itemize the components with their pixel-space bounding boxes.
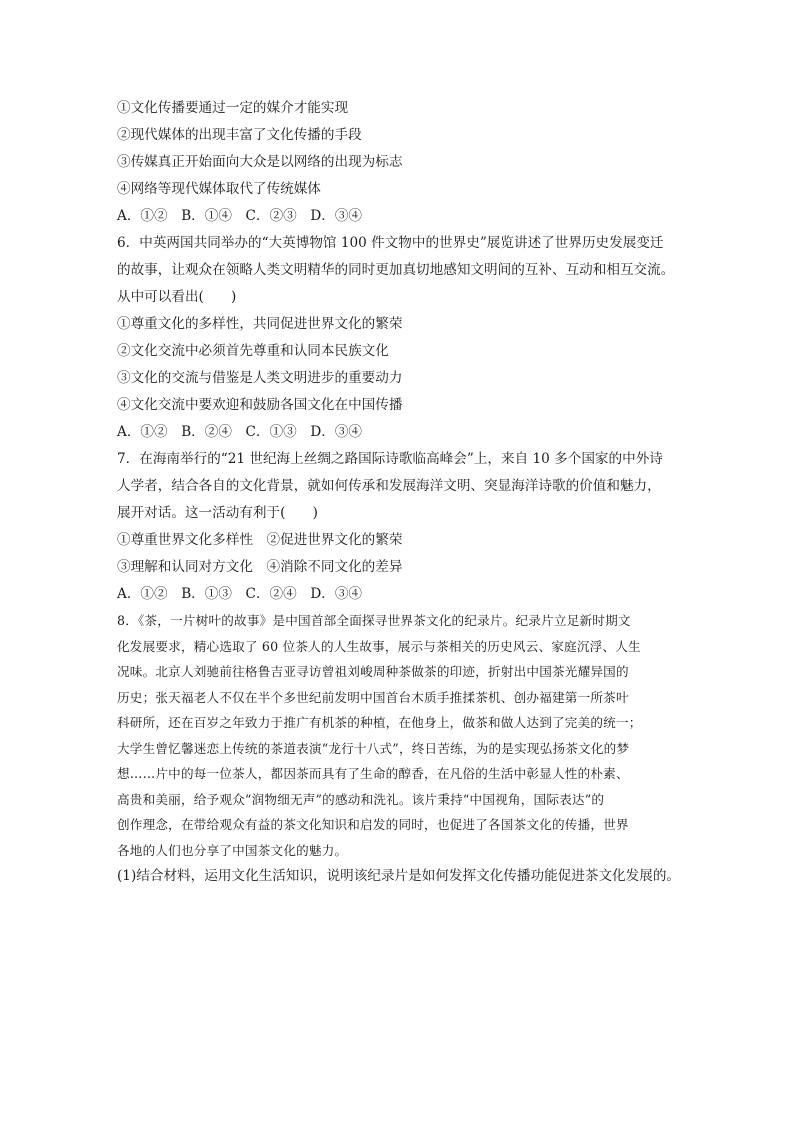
page-content bbox=[117, 95, 687, 890]
option-1: ①文化传播要通过一定的媒介才能实现 bbox=[117, 100, 349, 116]
material-line: 8．《茶，一片树叶的故事》是中国首部全面探寻世界茶文化的纪录片。纪录片立足新时期文 bbox=[117, 613, 631, 628]
material-line: 科研所，还在百岁之年致力于推广有机茶的种植，在他身上，做茶和做人达到了完美的统一； bbox=[117, 715, 642, 730]
option-pair: ①尊重世界文化多样性 ②促进世界文化的繁荣 bbox=[117, 532, 403, 548]
material-line: 高贵和美丽，给予观众“润物细无声”的感动和洗礼。该片秉持“中国视角，国际表达”的 bbox=[117, 791, 605, 807]
material-line: 各地的人们也分享了中国茶文化的魅力。 bbox=[117, 842, 348, 858]
material-passage bbox=[117, 608, 687, 863]
answer-choices: A．①② B．①④ C．②③ D．③④ bbox=[117, 208, 363, 224]
material-line: 大学生曾忆馨迷恋上传统的茶道表演“龙行十八式”，终日苦练，为的是实现弘扬茶文化的梦 bbox=[117, 740, 630, 756]
option-2: ②现代媒体的出现丰富了文化传播的手段 bbox=[117, 127, 362, 143]
option-2: ②文化交流中必须首先尊重和认同本民族文化 bbox=[117, 343, 389, 359]
question-6-block bbox=[117, 230, 687, 446]
material-line: 况味。北京人刘驰前往格鲁吉亚寻访曾祖刘峻周种茶做茶的印迹，折射出中国茶光耀异国的 bbox=[117, 664, 629, 679]
question-stem-line: 人学者，结合各自的文化背景，就如何传承和发展海洋文明、突显海洋诗歌的价值和魅力， bbox=[117, 478, 661, 494]
option-3: ③文化的交流与借鉴是人类文明进步的重要动力 bbox=[117, 370, 403, 386]
question-stem-line: 6．中英两国共同举办的“大英博物馆 100 件文物中的世界史”展览讲述了世界历史发展变迁 bbox=[117, 235, 664, 251]
question-stem-line: 的故事，让观众在领略人类文明精华的同时更加真切地感知文明间的互补、互动和相互交流。 bbox=[117, 262, 675, 278]
option-3: ③传媒真正开始面向大众是以网络的出现为标志 bbox=[117, 154, 403, 170]
option-4: ④网络等现代媒体取代了传统媒体 bbox=[117, 181, 321, 197]
question-8-block bbox=[117, 608, 687, 890]
question-stem-line: 从中可以看出( ) bbox=[117, 289, 237, 305]
material-line: 想……片中的每一位茶人，都因茶而具有了生命的醇香，在凡俗的生活中彰显人性的朴素、 bbox=[117, 766, 629, 781]
answer-choices: A．①② B．②④ C．①③ D．③④ bbox=[117, 424, 363, 440]
option-1: ①尊重文化的多样性，共同促进世界文化的繁荣 bbox=[117, 316, 403, 332]
question-stem-line: 展开对话。这一活动有利于( ) bbox=[117, 505, 318, 521]
answer-choices: A．①② B．①③ C．②④ D．③④ bbox=[117, 586, 363, 602]
material-line: 创作理念，在带给观众有益的茶文化知识和启发的同时，也促进了各国茶文化的传播，世界 bbox=[117, 817, 629, 832]
option-4: ④文化交流中要欢迎和鼓励各国文化在中国传播 bbox=[117, 397, 403, 413]
option-pair: ③理解和认同对方文化 ④消除不同文化的差异 bbox=[117, 559, 403, 575]
question-5-block bbox=[117, 95, 687, 230]
question-stem-line: 7．在海南举行的“21 世纪海上丝绸之路国际诗歌临高峰会”上，来自 10 多个国家的中外诗 bbox=[117, 451, 663, 467]
sub-question: (1)结合材料，运用文化生活知识，说明该纪录片是如何发挥文化传播功能促进茶文化发展的。 bbox=[117, 868, 681, 884]
question-7-block bbox=[117, 446, 687, 608]
material-line: 历史；张天福老人不仅在半个多世纪前发明中国首台木质手推揉茶机、创办福建第一所茶叶 bbox=[117, 689, 629, 705]
material-line: 化发展要求，精心选取了 60 位茶人的人生故事，展示与茶相关的历史风云、家庭沉浮、人生 bbox=[117, 638, 641, 654]
